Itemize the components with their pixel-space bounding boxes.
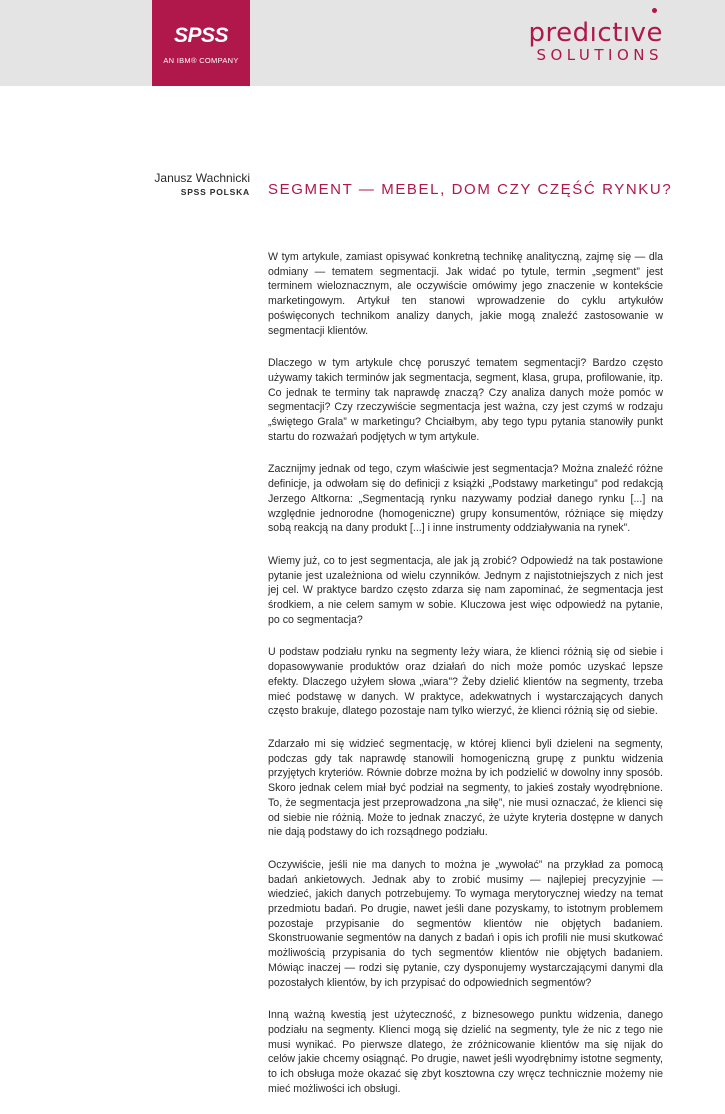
article-body: [268, 250, 663, 1114]
paragraph: Dlaczego w tym artykule chcę poruszyć tematem segmentacji? Bardzo często używamy takich terminów jak segmentacja, segment, klasa, grupa, profilowanie, itp. Co jednak te terminy tak naprawdę znaczą? Czy analiza danych może pomóc w segmentacji? Czy rzeczywiście segmentacja jest ważna, czy jest czymś w rodzaju „świętego Grala” w marketingu? Chciałbym, aby tego typu pytania stanowiły punkt startu do rozważań podjętych w tym artykule.: [268, 357, 663, 443]
spss-tagline: AN IBM® COMPANY: [163, 56, 239, 65]
spss-logo: SPSS: [173, 24, 229, 47]
paragraph: Inną ważną kwestią jest użyteczność, z biznesowego punktu widzenia, danego podziału na segmenty. Klienci mogą się dzielić na segmenty, tyle że nic z tego nie musi wynikać. Po pierwsze dlatego, że zróżnicowanie klientów ma się nijak do celów jakie chcemy osiągnąć. Po drugie, nawet jeśli wyodrębnimy istotne segmenty, to ich obsługa może okazać się zbyt kosztowna czy wręcz technicznie możemy nie mieć możliwości ich obsługi.: [268, 1009, 663, 1095]
paragraph: Zacznijmy jednak od tego, czym właściwie jest segmentacja? Można znaleźć różne definicje, ja odwołam się do definicji z książki „Podstawy marketingu” pod redakcją Jerzego Altkorna: „Segmentacją rynku nazywamy podział danego rynku [...] na względnie jednorodne (homogeniczne) grupy konsumentów, różniące się między sobą reakcją na dany produkt [...] i inne instrumenty oddziaływania na rynek”.: [268, 463, 663, 535]
paragraph: U podstaw podziału rynku na segmenty leży wiara, że klienci różnią się od siebie i dopasowywanie produktów oraz działań do nich może pomóc uzyskać lepsze efekty. Dlaczego użyłem słowa „wiara”? Żeby dzielić klientów na segmenty, trzeba mieć podstawę w danych. W praktyce, adekwatnych i wystarczających danych często brakuje, dlatego pozostaje nam tylko wierzyć, że klienci różnią się od siebie.: [268, 646, 663, 718]
spss-logo-block: [152, 0, 250, 86]
predictive-logo-dot-icon: [652, 8, 657, 13]
author-company: SPSS POLSKA: [180, 187, 250, 197]
paragraph: W tym artykule, zamiast opisywać konkretną technikę analityczną, zajmę się — dla odmiany — tematem segmentacji. Jak widać po tytule, termin „segment” jest terminem wieloznacznym, ale oczywiście omówimy jego znaczenie w kontekście marketingowym. Artykuł ten stanowi wprowadzenie do cyklu artykułów poświęconych technikom analizy danych, jakie mogą znaleźć zastosowanie w segmentacji klientów.: [268, 251, 663, 337]
predictive-logo-sub: SOLUTIONS: [536, 46, 663, 64]
paragraph: Zdarzało mi się widzieć segmentację, w której klienci byli dzieleni na segmenty, podczas gdy tak naprawdę stanowili homogeniczną grupę z punktu widzenia przyjętych kryteriów. Równie dobrze można by ich podzielić w dowolny inny sposób. Skoro jednak celem miał być podział na segmenty, to jakieś zostały wyodrębnione. To, że segmentacja jest przeprowadzona „na siłę”, nie musi oznaczać, że klienci się od siebie nie różnią. Może to jednak znaczyć, że użyte kryteria dostępne w danych nie dają podstawy do ich rozsądnego podziału.: [268, 737, 663, 839]
paragraph: Wiemy już, co to jest segmentacja, ale jak ją zrobić? Odpowiedź na tak postawione pytanie jest uzależniona od wielu czynników. Jednym z najistotniejszych z nich jest jej cel. W praktyce bardzo często zdarza się nam zapominać, że segmentacja jest środkiem, a nie celem samym w sobie. Kluczowa jest więc odpowiedź na pytanie, po co segmentacja?: [268, 554, 663, 626]
author-name: Janusz Wachnicki: [154, 171, 250, 185]
paragraph: Oczywiście, jeśli nie ma danych to można je „wywołać” na przykład za pomocą badań ankietowych. Jednak aby to zrobić musimy — najlepiej precyzyjnie — wiedzieć, jakich danych potrzebujemy. To wymaga merytorycznej wiedzy na temat przedmiotu badań. Po drugie, nawet jeśli dane pozyskamy, to istotnym problemem pozostaje przypisanie do segmentów klientów nie objętych badaniem. Skonstruowanie segmentów na danych z badań i opis ich profili nie musi skutkować możliwością przypisania do tych segmentów klientów nie objętych badaniem. Mówiąc inaczej — rodzi się pytanie, czy dysponujemy wystarczającymi danymi dla pozostałych klientów, by ich przypisać do odpowiednich segmentów?: [268, 858, 663, 989]
article-title: SEGMENT — MEBEL, DOM CZY CZĘŚĆ RYNKU?: [268, 181, 673, 198]
predictive-logo-word: predıctıve: [528, 18, 663, 48]
